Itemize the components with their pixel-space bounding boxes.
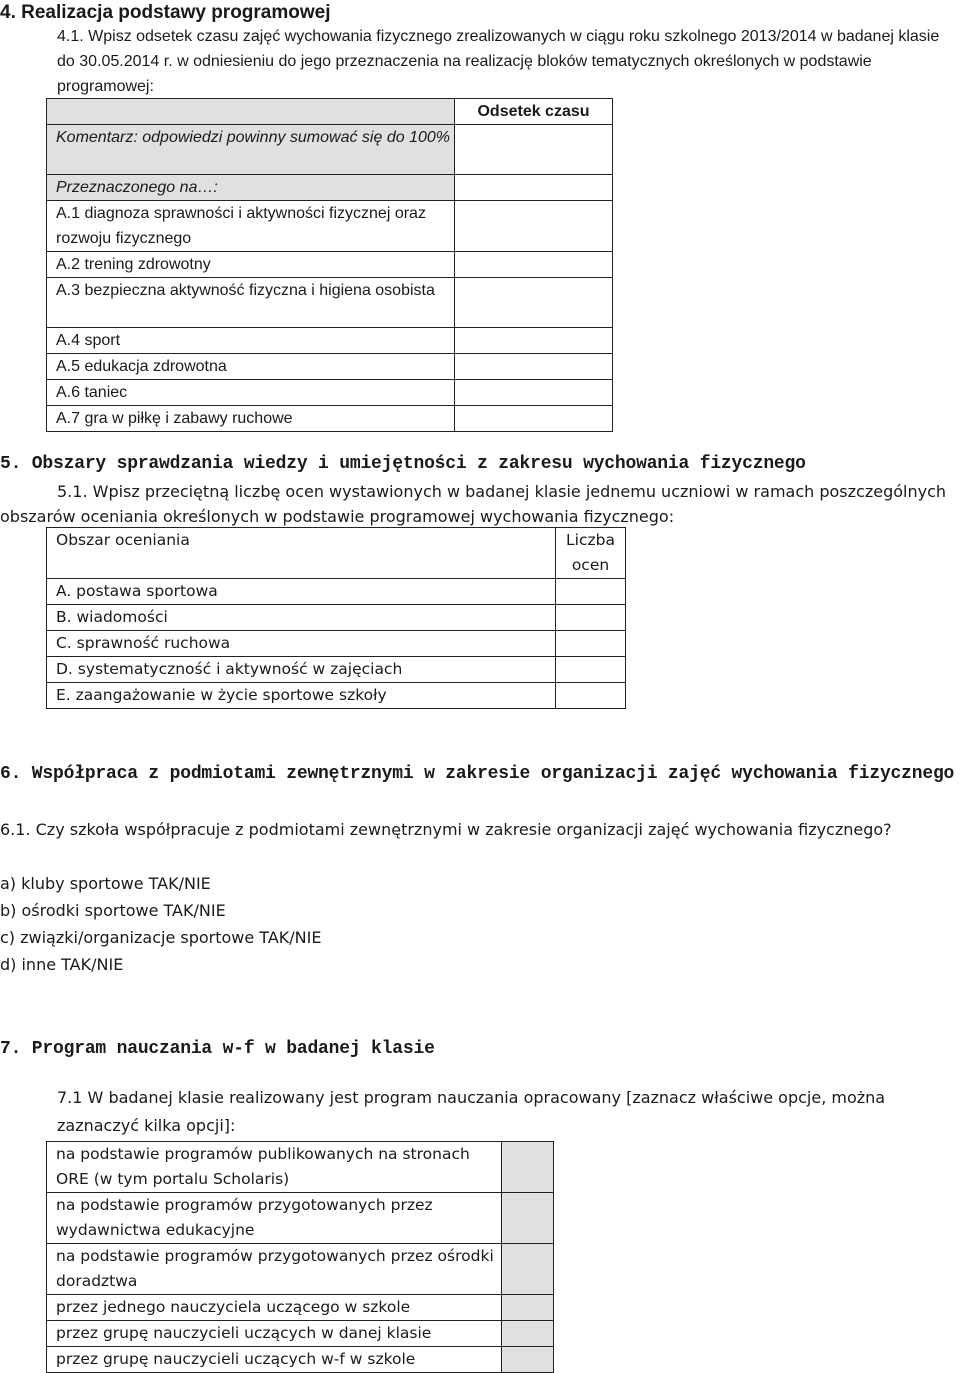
- program-option-checkbox[interactable]: [502, 1347, 554, 1373]
- grading-row-label: E. zaangażowanie w życie sportowe szkoły: [47, 683, 556, 709]
- grading-row-label: A. postawa sportowa: [47, 579, 556, 605]
- time-share-header: Odsetek czasu: [455, 99, 613, 125]
- program-option-checkbox[interactable]: [502, 1142, 554, 1193]
- grading-row-label: C. sprawność ruchowa: [47, 631, 556, 657]
- program-option-checkbox[interactable]: [502, 1244, 554, 1295]
- block-row-label: A.5 edukacja zdrowotna: [47, 354, 455, 380]
- section-7-heading: 7. Program nauczania w-f w badanej klasie: [0, 1039, 435, 1059]
- intended-label: Przeznaczonego na…:: [47, 175, 455, 201]
- block-row-input[interactable]: [455, 354, 613, 380]
- grade-count-input[interactable]: [556, 683, 626, 709]
- comment-value-cell: [455, 125, 613, 175]
- block-row-input[interactable]: [455, 252, 613, 278]
- program-option-label: na podstawie programów przygotowanych przez wydawnictwa edukacyjne: [47, 1193, 502, 1244]
- program-option-label: na podstawie programów publikowanych na stronach ORE (w tym portalu Scholaris): [47, 1142, 502, 1193]
- grade-count-input[interactable]: [556, 657, 626, 683]
- block-row-input[interactable]: [455, 380, 613, 406]
- block-row-label: A.3 bezpieczna aktywność fizyczna i higiena osobista: [47, 278, 455, 328]
- program-option-label: na podstawie programów przygotowanych przez ośrodki doradztwa: [47, 1244, 502, 1295]
- grade-count-input[interactable]: [556, 579, 626, 605]
- cooperation-option: a) kluby sportowe TAK/NIE: [0, 874, 211, 893]
- intended-value-cell: [455, 175, 613, 201]
- block-row-label: A.2 trening zdrowotny: [47, 252, 455, 278]
- program-option-label: przez grupę nauczycieli uczących w danej klasie: [47, 1321, 502, 1347]
- grading-table: [46, 527, 626, 709]
- table-header-empty: [47, 99, 455, 125]
- grade-count-input[interactable]: [556, 605, 626, 631]
- block-row-input[interactable]: [455, 328, 613, 354]
- cooperation-option: b) ośrodki sportowe TAK/NIE: [0, 901, 226, 920]
- grade-count-header: Liczba ocen: [556, 528, 626, 579]
- cooperation-option: c) związki/organizacje sportowe TAK/NIE: [0, 928, 322, 947]
- block-row-label: A.4 sport: [47, 328, 455, 354]
- grading-row-label: D. systematyczność i aktywność w zajęciach: [47, 657, 556, 683]
- question-6-1: 6.1. Czy szkoła współpracuje z podmiotami zewnętrznymi w zakresie organizacji zajęć wychowania fizycznego?: [0, 820, 892, 839]
- program-option-checkbox[interactable]: [502, 1193, 554, 1244]
- block-row-input[interactable]: [455, 201, 613, 252]
- question-5-1: 5.1. Wpisz przeciętną liczbę ocen wystawionych w badanej klasie jednemu uczniowi w ramach poszczególnych obszarów oceniania określonych w podstawie programowej wychowania fizycznego:: [0, 482, 947, 526]
- block-row-input[interactable]: [455, 278, 613, 328]
- section-4-heading: 4. Realizacja podstawy programowej: [0, 2, 331, 23]
- question-7-1: 7.1 W badanej klasie realizowany jest program nauczania opracowany [zaznacz właściwe opcje, można zaznaczyć kilka opcji]:: [57, 1088, 886, 1135]
- program-option-checkbox[interactable]: [502, 1321, 554, 1347]
- block-row-label: A.6 taniec: [47, 380, 455, 406]
- time-share-table: [46, 98, 613, 432]
- block-row-label: A.1 diagnoza sprawności i aktywności fizycznej oraz rozwoju fizycznego: [47, 201, 455, 252]
- section-6-heading: 6. Współpraca z podmiotami zewnętrznymi w zakresie organizacji zajęć wychowania fizycznego: [0, 764, 955, 784]
- cooperation-option: d) inne TAK/NIE: [0, 955, 124, 974]
- question-4-1: 4.1. Wpisz odsetek czasu zajęć wychowania fizycznego zrealizowanych w ciągu roku szkolnego 2013/2014 w badanej klasie do 30.05.2014 r. w odniesieniu do jego przeznaczenia na realizację bloków tematycznych określonych w podstawie programowej:: [57, 28, 940, 95]
- grading-area-header: Obszar oceniania: [47, 528, 556, 579]
- block-row-input[interactable]: [455, 406, 613, 432]
- program-option-label: przez jednego nauczyciela uczącego w szkole: [47, 1295, 502, 1321]
- section-5-heading: 5. Obszary sprawdzania wiedzy i umiejętności z zakresu wychowania fizycznego: [0, 454, 806, 474]
- table-comment: Komentarz: odpowiedzi powinny sumować się do 100%: [47, 125, 455, 175]
- block-row-label: A.7 gra w piłkę i zabawy ruchowe: [47, 406, 455, 432]
- grade-count-input[interactable]: [556, 631, 626, 657]
- program-table: [46, 1141, 554, 1373]
- program-option-label: przez grupę nauczycieli uczących w-f w szkole: [47, 1347, 502, 1373]
- grading-row-label: B. wiadomości: [47, 605, 556, 631]
- program-option-checkbox[interactable]: [502, 1295, 554, 1321]
